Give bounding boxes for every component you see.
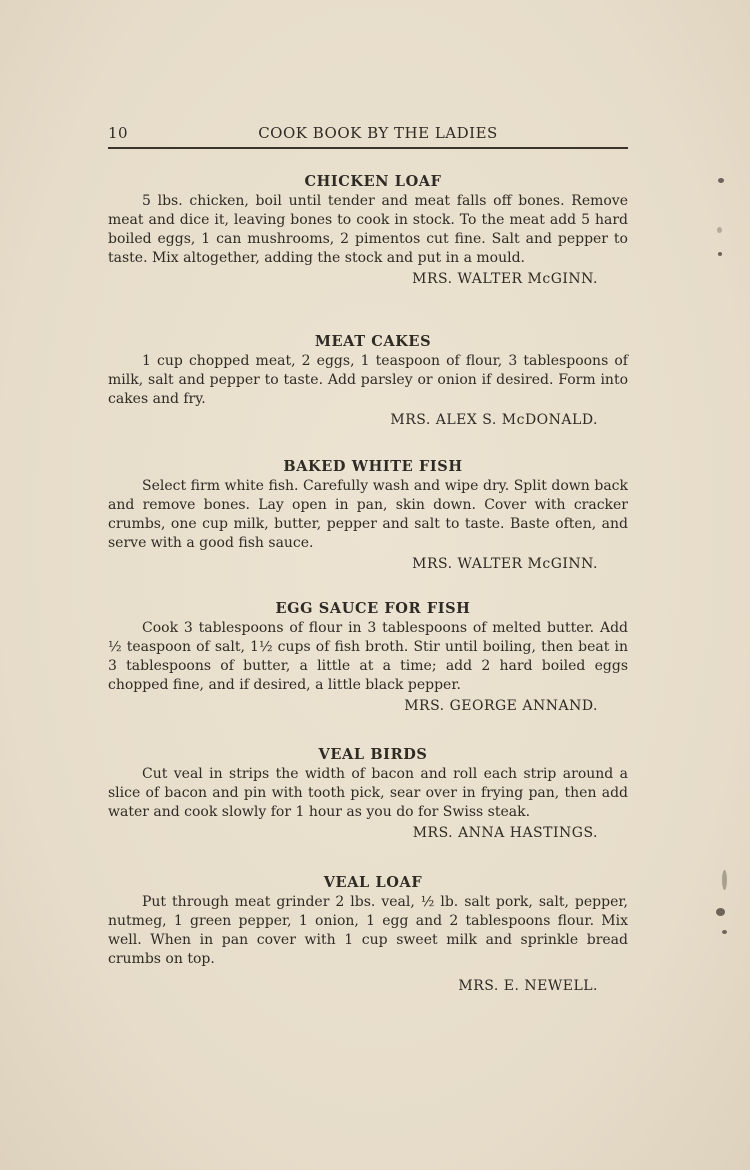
running-head: COOK BOOK BY THE LADIES bbox=[258, 124, 498, 142]
recipe-title: VEAL LOAF bbox=[323, 874, 423, 891]
recipe-veal-birds bbox=[108, 745, 628, 844]
recipe-meat-cakes bbox=[108, 332, 628, 431]
paper-speck bbox=[717, 227, 722, 233]
paper-speck bbox=[722, 870, 727, 890]
recipe-author: MRS. ALEX S. McDONALD. bbox=[390, 412, 598, 428]
recipe-body: Cut veal in strips the width of bacon and roll each strip around a slice of bacon and pin with tooth pick, sear over in frying pan, then add water and cook slowly for 1 hour as you do for Swiss steak. bbox=[108, 766, 628, 820]
recipe-body: 5 lbs. chicken, boil until tender and meat falls off bones. Remove meat and dice it, leaving bones to cook in stock. To the meat add 5 hard boiled eggs, 1 can mushrooms, 2 pimentos cut fine. Salt and pepper to taste. Mix altogether, adding the stock and put in a mould. bbox=[108, 193, 628, 266]
recipe-body: Put through meat grinder 2 lbs. veal, ½ lb. salt pork, salt, pepper, nutmeg, 1 green pepper, 1 onion, 1 egg and 2 tablespoons flour. Mix well. When in pan cover with 1 cup sweet milk and sprinkle bread crumbs on top. bbox=[108, 894, 628, 967]
page-number: 10 bbox=[108, 124, 129, 142]
recipe-chicken-loaf bbox=[108, 172, 628, 290]
recipe-egg-sauce-for-fish bbox=[108, 599, 628, 717]
recipe-title: CHICKEN LOAF bbox=[304, 173, 442, 190]
recipe-title: BAKED WHITE FISH bbox=[283, 458, 463, 475]
header-rule bbox=[108, 147, 628, 149]
recipe-baked-white-fish bbox=[108, 457, 628, 575]
recipe-author: MRS. WALTER McGINN. bbox=[412, 271, 598, 287]
recipe-author: MRS. GEORGE ANNAND. bbox=[404, 698, 598, 714]
recipe-title: MEAT CAKES bbox=[314, 333, 432, 350]
paper-speck bbox=[716, 908, 725, 916]
recipe-body: Select firm white fish. Carefully wash and wipe dry. Split down back and remove bones. Lay open in pan, skin down. Cover with cracker crumbs, one cup milk, butter, pepper and salt to taste. Baste often, and serve with a good fish sauce. bbox=[108, 478, 628, 551]
recipe-body: 1 cup chopped meat, 2 eggs, 1 teaspoon of flour, 3 tablespoons of milk, salt and pepper to taste. Add parsley or onion if desired. Form into cakes and fry. bbox=[108, 353, 628, 407]
recipe-author: MRS. E. NEWELL. bbox=[458, 978, 598, 994]
paper-speck bbox=[718, 252, 722, 256]
recipe-body: Cook 3 tablespoons of flour in 3 tablespoons of melted butter. Add ½ teaspoon of salt, 1½ cups of fish broth. Stir until boiling, then beat in 3 tablespoons of butter, a little at a time; add 2 hard boiled eggs chopped fine, and if desired, a little black pepper. bbox=[108, 620, 628, 693]
paper-speck bbox=[718, 178, 724, 183]
recipe-veal-loaf bbox=[108, 873, 628, 997]
recipe-title: EGG SAUCE FOR FISH bbox=[275, 600, 471, 617]
recipe-author: MRS. ANNA HASTINGS. bbox=[412, 825, 598, 841]
page-header bbox=[108, 124, 628, 148]
recipe-author: MRS. WALTER McGINN. bbox=[412, 556, 598, 572]
recipe-title: VEAL BIRDS bbox=[318, 746, 428, 763]
paper-speck bbox=[722, 930, 727, 934]
